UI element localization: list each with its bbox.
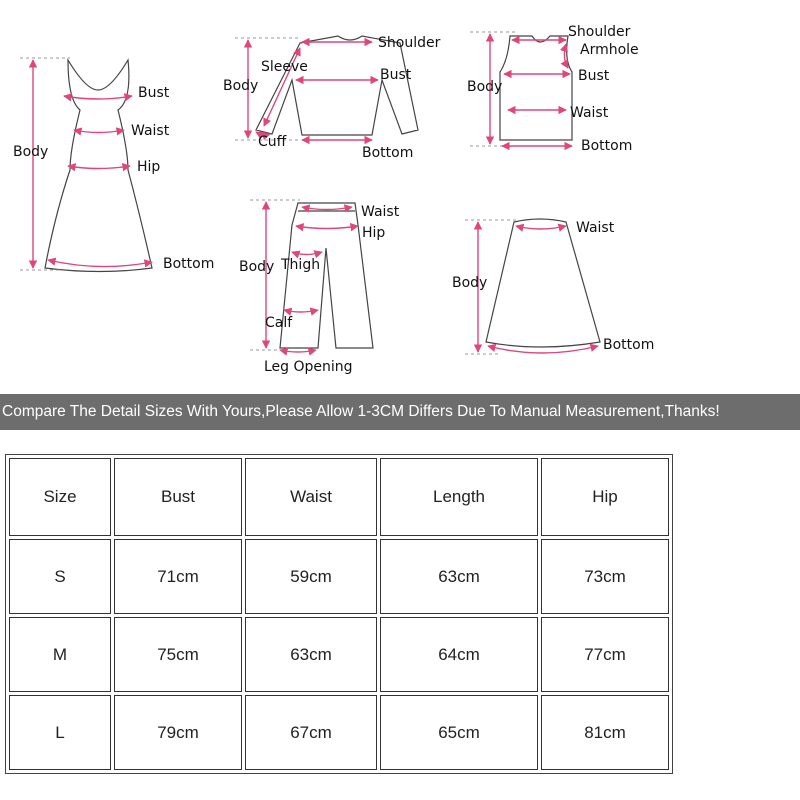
table-cell: M	[9, 617, 111, 692]
skirt-bottom-label: Bottom	[603, 337, 655, 353]
size-chart-table	[5, 454, 673, 774]
table-cell: 67cm	[245, 695, 377, 770]
measurement-diagram	[0, 0, 800, 392]
dress-outline	[45, 60, 152, 272]
top-bust-label: Bust	[380, 67, 412, 83]
dress-bust-label: Bust	[138, 85, 170, 101]
table-row	[9, 539, 669, 614]
pants-thigh-line	[292, 252, 322, 255]
table-cell: 81cm	[541, 695, 669, 770]
vest-outline	[500, 36, 572, 140]
table-cell: 71cm	[114, 539, 242, 614]
vest-bottom-label: Bottom	[581, 138, 633, 154]
dress-waist-label: Waist	[131, 123, 170, 139]
dress-bottom-line	[48, 260, 152, 267]
pants-leg-opening-line	[280, 350, 316, 352]
pants-hip-label: Hip	[362, 225, 386, 241]
table-row	[9, 695, 669, 770]
table-cell: S	[9, 539, 111, 614]
pants-hip-line	[296, 226, 358, 229]
pants-outline	[280, 203, 373, 348]
notice-text: Compare The Detail Sizes With Yours,Please Allow 1-3CM Differs Due To Manual Measurement,Thanks!	[2, 403, 720, 420]
dress-waist-line	[74, 130, 124, 133]
skirt-diagram	[452, 219, 654, 354]
skirt-body-label: Body	[452, 275, 488, 291]
table-cell: 65cm	[380, 695, 538, 770]
table-cell: 63cm	[380, 539, 538, 614]
dress-body-label: Body	[13, 144, 49, 160]
vest-body-label: Body	[467, 79, 503, 95]
skirt-waist-line	[516, 226, 566, 229]
dress-diagram	[13, 58, 214, 272]
table-cell: 59cm	[245, 539, 377, 614]
top-diagram	[223, 35, 441, 161]
pants-body-label: Body	[239, 259, 275, 275]
pants-diagram	[239, 200, 400, 375]
header-cell: Hip	[541, 458, 669, 536]
table-cell: 63cm	[245, 617, 377, 692]
dress-bottom-label: Bottom	[163, 256, 215, 272]
table-cell: 77cm	[541, 617, 669, 692]
table-header-row	[9, 458, 669, 536]
table-cell: L	[9, 695, 111, 770]
header-cell: Bust	[114, 458, 242, 536]
pants-leg-opening-label: Leg Opening	[264, 359, 353, 375]
pants-waist-label: Waist	[361, 204, 400, 220]
table-cell: 64cm	[380, 617, 538, 692]
pants-thigh-label: Thigh	[281, 257, 321, 273]
top-cuff-label: Cuff	[258, 134, 287, 150]
notice-bar	[0, 394, 800, 430]
top-body-label: Body	[223, 78, 259, 94]
table-cell: 75cm	[114, 617, 242, 692]
vest-shoulder-label: Shoulder	[568, 24, 631, 40]
vest-bust-label: Bust	[578, 68, 610, 84]
table-row	[9, 617, 669, 692]
top-shoulder-label: Shoulder	[378, 35, 441, 51]
vest-waist-label: Waist	[570, 105, 609, 121]
vest-diagram	[467, 24, 639, 154]
pants-calf-label: Calf	[265, 315, 293, 331]
skirt-waist-label: Waist	[576, 220, 615, 236]
pants-calf-line	[284, 310, 318, 312]
dress-hip-label: Hip	[137, 159, 161, 175]
vest-armhole-label: Armhole	[580, 42, 639, 58]
top-sleeve-label: Sleeve	[261, 59, 308, 75]
top-bottom-label: Bottom	[362, 145, 414, 161]
dress-bust-line	[64, 96, 132, 99]
table-cell: 79cm	[114, 695, 242, 770]
table-cell: 73cm	[541, 539, 669, 614]
skirt-outline	[486, 219, 600, 347]
pants-waist-line	[302, 207, 352, 210]
dress-hip-line	[68, 166, 130, 169]
header-cell: Size	[9, 458, 111, 536]
header-cell: Length	[380, 458, 538, 536]
header-cell: Waist	[245, 458, 377, 536]
